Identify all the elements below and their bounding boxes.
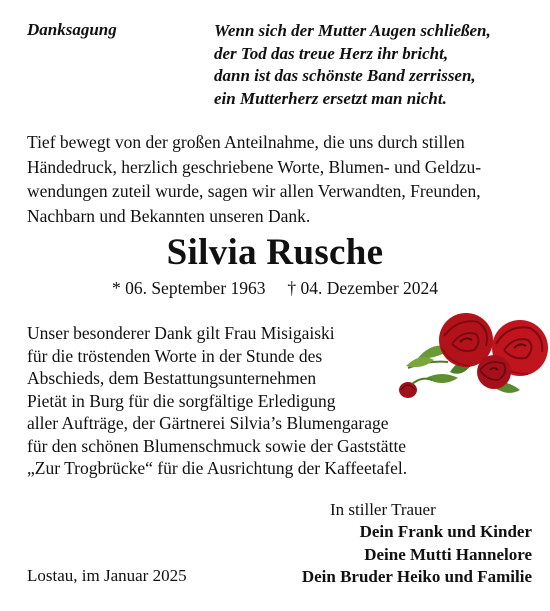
signer: Deine Mutti Hannelore xyxy=(364,544,532,564)
intro-line: wendungen zuteil wurde, sagen wir allen Verwandten, Freunden, xyxy=(27,181,481,201)
thanks-intro-paragraph xyxy=(27,130,532,228)
thanks-line: für den schönen Blumenschmuck sowie der Gaststätte xyxy=(27,435,407,456)
thanks-line: Pietät in Burg für die sorgfältige Erledigung xyxy=(27,390,336,411)
red-roses-image xyxy=(398,300,550,410)
deceased-name: Silvia Rusche xyxy=(166,232,384,273)
signers-list xyxy=(262,521,532,589)
mourning-intro: In stiller Trauer xyxy=(330,500,436,519)
thanks-line: für die tröstenden Worte in der Stunde des xyxy=(27,345,323,366)
poem-line: der Tod das treue Herz ihr bricht, xyxy=(214,43,449,63)
death-date: † 04. Dezember 2024 xyxy=(287,278,439,298)
place-and-date: Lostau, im Januar 2025 xyxy=(27,566,187,585)
special-thanks-paragraph xyxy=(27,322,457,480)
thanks-line: aller Aufträge, der Gärtnerei Silvia’s Blumengarage xyxy=(27,413,389,433)
signer: Dein Bruder Heiko und Familie xyxy=(301,567,532,586)
thanks-line: Abschieds, dem Bestattungsunternehmen xyxy=(27,368,317,388)
intro-line: Nachbarn und Bekannten unseren Dank. xyxy=(27,205,311,226)
intro-line: Händedruck, herzlich geschriebene Worte, Blumen- und Geldzu- xyxy=(27,156,482,177)
birth-date: * 06. September 1963 xyxy=(111,278,266,298)
signer: Dein Frank und Kinder xyxy=(359,522,532,541)
poem-line: Wenn sich der Mutter Augen schließen, xyxy=(214,21,491,40)
notice-heading: Danksagung xyxy=(27,20,117,39)
intro-line: Tief bewegt von der großen Anteilnahme, die uns durch stillen xyxy=(27,132,465,152)
thanks-line: „Zur Trogbrücke“ für die Ausrichtung der Kaffeetafel. xyxy=(27,458,408,478)
poem-line: ein Mutterherz ersetzt man nicht. xyxy=(214,88,447,108)
life-dates xyxy=(0,278,550,299)
thanks-line: Unser besonderer Dank gilt Frau Misigaiski xyxy=(27,323,335,343)
memorial-poem xyxy=(214,20,534,110)
poem-line: dann ist das schönste Band zerrissen, xyxy=(214,66,476,85)
